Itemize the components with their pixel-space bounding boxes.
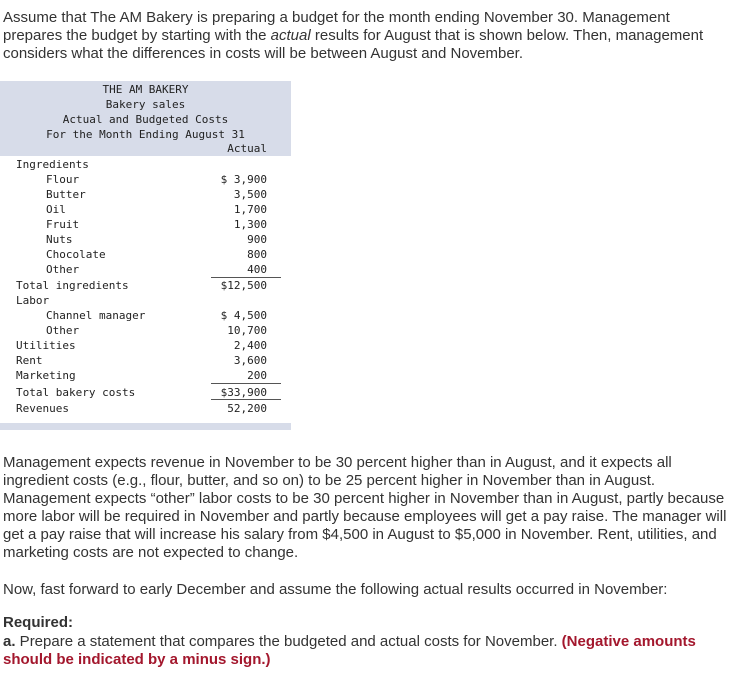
row-label: Revenues (16, 402, 69, 415)
row-label: Chocolate (46, 248, 106, 261)
table-row (0, 232, 291, 247)
table-title: Actual and Budgeted Costs (62, 113, 229, 126)
row-label: Other (46, 324, 80, 337)
table-row (0, 157, 291, 172)
row-value: 200 (247, 369, 267, 382)
row-value: 2,400 (233, 339, 267, 352)
requirement-a-text: Prepare a statement that compares the budgeted and actual costs for November. (15, 633, 562, 650)
table-row (0, 247, 291, 262)
intro-paragraph (3, 9, 728, 63)
row-value: 1,700 (233, 203, 267, 216)
required-heading: Required: (3, 614, 74, 631)
intro-text-start: Assume that The AM Bakery is preparing a budget for the month ending November 30. Management prepares the budget by starting with the (3, 9, 670, 44)
row-label: Oil (46, 203, 66, 216)
row-label: Ingredients (16, 158, 89, 171)
row-value: 1,300 (233, 218, 267, 231)
row-label: Utilities (16, 339, 76, 352)
table-subtitle: Bakery sales (105, 98, 186, 111)
row-value: $12,500 (220, 279, 267, 292)
requirement-a-letter: a. (3, 633, 16, 650)
row-value: 52,200 (227, 402, 267, 415)
requirement-a (3, 633, 728, 669)
assumptions-paragraph: Management expects revenue in November to be 30 percent higher than in August, and it expects all ingredient costs (e.g., flour, butter, and so on) to be 25 percent higher in November than in August. Management expects “other” labor costs to be 30 percent higher in November than in August, partly because more labor will be required in November and partly because employees will get a pay raise. The manager will get a pay raise that will increase his salary from $4,500 in August to $5,000 in November. Rent, utilities, and marketing costs are not expected to change. (3, 454, 727, 561)
row-label: Other (46, 263, 80, 276)
table-row (0, 293, 291, 308)
table-footer-band (0, 423, 291, 430)
row-value: 800 (247, 248, 267, 261)
total-underline (211, 383, 281, 384)
table-row (0, 202, 291, 217)
november-intro-paragraph: Now, fast forward to early December and assume the following actual results occurred in November: (3, 581, 668, 598)
table-row (0, 262, 291, 277)
row-value: 3,500 (233, 188, 267, 201)
intro-text-end: results for August that is shown below. Then, management considers what the differences in costs will be between August and November. (3, 27, 704, 62)
row-value: $33,900 (220, 386, 267, 399)
row-label: Rent (16, 354, 43, 367)
row-label: Fruit (46, 218, 80, 231)
table-row (0, 385, 291, 400)
table-row (0, 353, 291, 368)
row-label: Flour (46, 173, 80, 186)
table-row (0, 187, 291, 202)
column-header-actual: Actual (227, 142, 267, 155)
row-label: Butter (46, 188, 86, 201)
row-label: Marketing (16, 369, 76, 382)
negative-amounts-note: (Negative amounts should be indicated by a minus sign.) (3, 633, 696, 668)
row-label: Labor (16, 294, 50, 307)
table-row (0, 338, 291, 353)
row-value: 10,700 (227, 324, 267, 337)
intro-emphasis: actual (270, 27, 311, 44)
row-value: $ 3,900 (220, 173, 267, 186)
table-row (0, 401, 291, 416)
row-value: $ 4,500 (220, 309, 267, 322)
table-row (0, 217, 291, 232)
table-row (0, 278, 291, 293)
row-label: Total ingredients (16, 279, 129, 292)
row-label: Nuts (46, 233, 73, 246)
row-value: 400 (247, 263, 267, 276)
table-row (0, 172, 291, 187)
bakery-costs-table (0, 81, 291, 430)
row-label: Total bakery costs (16, 386, 136, 399)
table-row (0, 308, 291, 323)
row-value: 900 (247, 233, 267, 246)
row-label: Channel manager (46, 309, 146, 322)
row-value: 3,600 (233, 354, 267, 367)
table-row (0, 323, 291, 338)
table-row (0, 368, 291, 383)
total-double-underline (211, 399, 281, 400)
table-company-name: THE AM BAKERY (102, 83, 189, 96)
table-period: For the Month Ending August 31 (46, 128, 245, 141)
